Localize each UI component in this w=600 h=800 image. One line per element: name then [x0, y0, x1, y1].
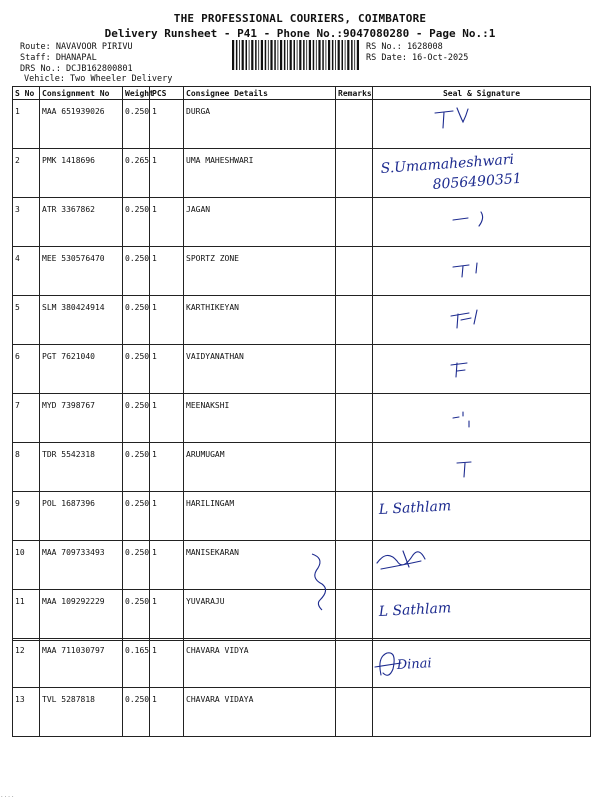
cell-pcs: 1: [150, 541, 184, 590]
cell-consignment-no: MEE 530576470: [40, 247, 123, 296]
cell-pcs: 1: [150, 296, 184, 345]
cell-sno: 3: [13, 198, 40, 247]
cell-consignee-name: UMA MAHESHWARI: [184, 149, 336, 198]
cell-seal-signature: [373, 296, 591, 345]
cell-remarks: [336, 541, 373, 590]
signature-row-12: [373, 639, 591, 681]
table-row: [13, 345, 591, 394]
cell-pcs: 1: [150, 443, 184, 492]
cell-seal-signature: [373, 100, 591, 149]
table-header-row: [13, 87, 591, 100]
cell-seal-signature: [373, 443, 591, 492]
staff-label: Staff: DHANAPAL: [20, 53, 97, 63]
cell-pcs: 1: [150, 639, 184, 688]
cell-sno: 10: [13, 541, 40, 590]
cell-remarks: [336, 296, 373, 345]
svg-text:Dinai: Dinai: [396, 656, 433, 673]
cell-sno: 9: [13, 492, 40, 541]
cell-consignment-no: SLM 380424914: [40, 296, 123, 345]
header-seal-signature: Seal & Signature: [373, 87, 591, 100]
cell-consignment-no: MAA 109292229: [40, 590, 123, 639]
cell-remarks: [336, 688, 373, 737]
cell-consignee-name: MEENAKSHI: [184, 394, 336, 443]
cell-consignment-no: MAA 709733493: [40, 541, 123, 590]
cell-remarks: [336, 247, 373, 296]
table-row: [13, 296, 591, 345]
cell-pcs: 1: [150, 100, 184, 149]
cell-weight: 0.250: [123, 345, 150, 394]
rs-date: RS Date: 16-Oct-2025: [366, 53, 469, 63]
cell-remarks: [336, 394, 373, 443]
signature-row-7: [373, 394, 591, 436]
cell-sno: 6: [13, 345, 40, 394]
cell-pcs: 1: [150, 198, 184, 247]
scan-mark: ....: [0, 792, 15, 799]
cell-remarks: [336, 443, 373, 492]
cell-remarks: [336, 590, 373, 639]
cell-pcs: 1: [150, 247, 184, 296]
cell-consignee-name: MANISEKARAN: [184, 541, 336, 590]
cell-weight: 0.250: [123, 492, 150, 541]
cell-weight: 0.250: [123, 198, 150, 247]
cell-consignee-name: JAGAN: [184, 198, 336, 247]
header-sno: S No: [13, 87, 40, 100]
signature-row-2: [373, 149, 591, 191]
signature-row-4: [373, 247, 591, 289]
svg-text:S.Umamaheshwari: S.Umamaheshwari: [380, 151, 515, 177]
table-row: [13, 443, 591, 492]
cell-seal-signature: [373, 639, 591, 688]
cell-consignee-name: DURGA: [184, 100, 336, 149]
cell-consignee-name: SPORTZ ZONE: [184, 247, 336, 296]
table-row: [13, 100, 591, 149]
signature-row-11: [373, 590, 591, 632]
cell-seal-signature: [373, 247, 591, 296]
header-pcs: PCS: [150, 87, 184, 100]
cell-weight: 0.250: [123, 541, 150, 590]
cell-sno: 2: [13, 149, 40, 198]
cell-consignment-no: TVL 5287818: [40, 688, 123, 737]
cell-seal-signature: [373, 394, 591, 443]
table-row: [13, 149, 591, 198]
cell-seal-signature: [373, 198, 591, 247]
cell-consignment-no: MAA 711030797: [40, 639, 123, 688]
svg-text:8056490351: 8056490351: [432, 170, 523, 193]
cell-remarks: [336, 345, 373, 394]
drs-label: DRS No.: DCJB162800801: [20, 64, 133, 74]
runsheet-title: THE PROFESSIONAL COURIERS, COIMBATORE: [173, 12, 427, 25]
route-label: Route: NAVAVOOR PIRIVU: [20, 42, 133, 52]
cell-weight: 0.165: [123, 639, 150, 688]
cell-consignee-name: ARUMUGAM: [184, 443, 336, 492]
cell-consignee-name: VAIDYANATHAN: [184, 345, 336, 394]
cell-weight: 0.250: [123, 296, 150, 345]
svg-text:L Sathlam: L Sathlam: [378, 600, 452, 620]
signature-row-6: [373, 345, 591, 387]
cell-consignment-no: POL 1687396: [40, 492, 123, 541]
svg-text:L Sathlam: L Sathlam: [378, 498, 452, 518]
table-row: [13, 394, 591, 443]
cell-consignee-name: CHAVARA VIDYA: [184, 639, 336, 688]
rs-number: RS No.: 1628008: [366, 42, 443, 52]
runsheet-subtitle: Delivery Runsheet - P41 - Phone No.:9047080280 - Page No.:1: [104, 27, 496, 40]
cell-consignee-name: CHAVARA VIDAYA: [184, 688, 336, 737]
cell-seal-signature: [373, 541, 591, 590]
cell-sno: 12: [13, 639, 40, 688]
cell-weight: 0.250: [123, 100, 150, 149]
header-consignment-no: Consignment No: [40, 87, 123, 100]
cell-consignment-no: ATR 3367862: [40, 198, 123, 247]
cell-sno: 13: [13, 688, 40, 737]
cell-pcs: 1: [150, 688, 184, 737]
vehicle-label: Vehicle: Two Wheeler Delivery: [24, 74, 173, 84]
cell-sno: 11: [13, 590, 40, 639]
cell-remarks: [336, 639, 373, 688]
cell-weight: 0.250: [123, 688, 150, 737]
table-row: [13, 688, 591, 737]
cell-weight: 0.250: [123, 590, 150, 639]
cell-sno: 8: [13, 443, 40, 492]
table-row: [13, 492, 591, 541]
cell-remarks: [336, 100, 373, 149]
cell-seal-signature: [373, 149, 591, 198]
table-row: [13, 639, 591, 688]
cell-seal-signature: [373, 492, 591, 541]
cell-pcs: 1: [150, 394, 184, 443]
cell-seal-signature: [373, 688, 591, 737]
cell-weight: 0.265: [123, 149, 150, 198]
cell-pcs: 1: [150, 492, 184, 541]
cell-consignment-no: TDR 5542318: [40, 443, 123, 492]
cell-consignment-no: MYD 7398767: [40, 394, 123, 443]
signature-row-9: [373, 492, 591, 534]
signature-row-8: [373, 443, 591, 485]
header-weight: Weight: [123, 87, 150, 100]
cell-sno: 4: [13, 247, 40, 296]
cell-pcs: 1: [150, 149, 184, 198]
table-bottom-line: [12, 640, 590, 641]
cell-remarks: [336, 198, 373, 247]
cell-remarks: [336, 149, 373, 198]
cell-consignee-name: KARTHIKEYAN: [184, 296, 336, 345]
cell-seal-signature: [373, 345, 591, 394]
pen-loop-mark: [300, 552, 340, 612]
cell-remarks: [336, 492, 373, 541]
cell-seal-signature: [373, 590, 591, 639]
signature-row-5: [373, 296, 591, 338]
signature-row-1: [373, 100, 591, 142]
cell-pcs: 1: [150, 590, 184, 639]
table-row: [13, 198, 591, 247]
cell-consignee-name: HARILINGAM: [184, 492, 336, 541]
signature-row-10: [373, 541, 591, 583]
header-remarks: Remarks: [336, 87, 373, 100]
cell-sno: 5: [13, 296, 40, 345]
cell-sno: 7: [13, 394, 40, 443]
cell-weight: 0.250: [123, 394, 150, 443]
cell-consignment-no: PGT 7621040: [40, 345, 123, 394]
header-consignee-details: Consignee Details: [184, 87, 336, 100]
cell-weight: 0.250: [123, 247, 150, 296]
signature-row-3: [373, 198, 591, 240]
cell-consignee-name: YUVARAJU: [184, 590, 336, 639]
table-row: [13, 247, 591, 296]
barcode-image: [232, 40, 360, 70]
cell-weight: 0.250: [123, 443, 150, 492]
cell-sno: 1: [13, 100, 40, 149]
cell-pcs: 1: [150, 345, 184, 394]
cell-consignment-no: MAA 651939026: [40, 100, 123, 149]
cell-consignment-no: PMK 1418696: [40, 149, 123, 198]
